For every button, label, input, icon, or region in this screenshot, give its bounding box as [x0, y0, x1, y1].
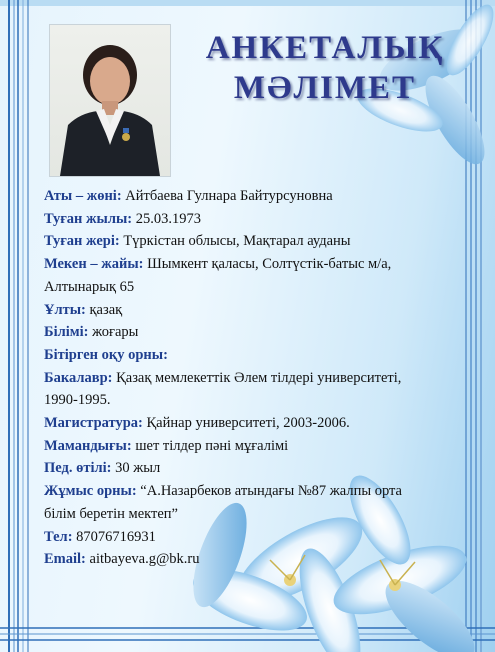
- field-value: Айтбаева Гулнара Байтурсуновна: [125, 188, 333, 204]
- field-workplace: [44, 480, 464, 503]
- field-label: Email:: [44, 551, 86, 568]
- field-label: Мамандығы:: [44, 437, 132, 454]
- field-value: Қайнар университеті, 2003-2006.: [146, 415, 350, 432]
- field-label: Білімі:: [44, 324, 89, 341]
- field-master: [44, 412, 464, 435]
- field-label: Бітірген оқу орны:: [44, 346, 168, 363]
- field-birth-year: [44, 208, 464, 231]
- field-graduated: [44, 344, 464, 367]
- field-address: [44, 253, 464, 276]
- field-workplace-cont: [44, 503, 464, 526]
- field-value: Түркістан облысы, Мақтарал ауданы: [123, 233, 351, 250]
- field-value: Алтынарық 65: [44, 278, 135, 295]
- field-label: Мекен – жайы:: [44, 256, 144, 273]
- field-bachelor: [44, 367, 464, 390]
- field-label: Тел:: [44, 528, 73, 545]
- right-frame-lines: [466, 0, 481, 652]
- left-frame-lines: [9, 0, 28, 652]
- field-experience: [44, 457, 464, 480]
- portrait-photo-icon: [50, 25, 170, 176]
- field-value: “А.Назарбеков атындағы №87 жалпы орта: [140, 483, 402, 500]
- field-value: қазақ: [89, 301, 123, 318]
- field-value: 30 жыл: [115, 460, 161, 477]
- field-value: Шымкент қаласы, Солтүстік-батыс м/а,: [147, 256, 392, 273]
- page-title-line2: МӘЛІМЕТ: [233, 70, 417, 106]
- field-education: [44, 321, 464, 344]
- field-value: 87076716931: [76, 528, 156, 545]
- page-title-line1: АНКЕТАЛЫҚ: [205, 30, 445, 66]
- field-value: 1990-1995.: [44, 392, 111, 409]
- field-value: жоғары: [92, 324, 139, 341]
- field-address-cont: [44, 276, 464, 299]
- field-label: Пед. өтілі:: [44, 460, 112, 477]
- field-specialty: [44, 435, 464, 458]
- field-label: Аты – жөні:: [44, 188, 122, 204]
- field-value: Қазақ мемлекеттік Әлем тілдері университеті,: [116, 369, 402, 386]
- field-email: [44, 548, 464, 571]
- field-bachelor-cont: [44, 389, 464, 412]
- field-label: Ұлты:: [44, 301, 86, 318]
- field-label: Бакалавр:: [44, 369, 113, 386]
- field-label: Туған жері:: [44, 233, 120, 250]
- field-label: Магистратура:: [44, 415, 143, 432]
- profile-info: [44, 185, 464, 571]
- field-label: Жұмыс орны:: [44, 483, 137, 500]
- field-label: Туған жылы:: [44, 210, 133, 227]
- field-nationality: [44, 299, 464, 322]
- field-value: білім беретін мектеп”: [44, 505, 178, 522]
- field-name: [44, 185, 464, 208]
- portrait-photo: [49, 24, 171, 177]
- field-value: 25.03.1973: [135, 210, 202, 227]
- email-link[interactable]: aitbayeva.g@bk.ru: [89, 551, 200, 568]
- field-phone: [44, 526, 464, 549]
- field-birth-place: [44, 230, 464, 253]
- field-value: шет тілдер пәні мұғалімі: [135, 437, 289, 454]
